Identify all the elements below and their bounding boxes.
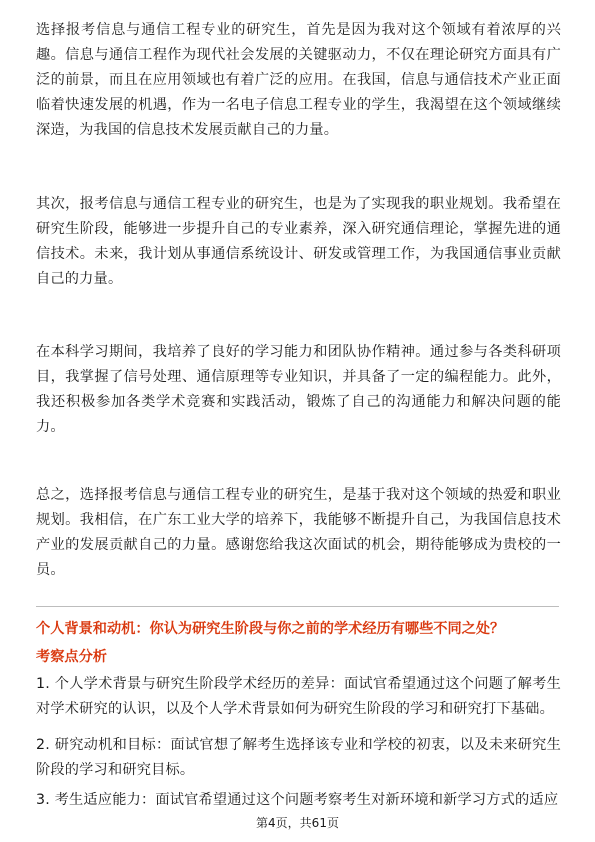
page-number-footer: 第4页，共61页 (256, 816, 339, 830)
paragraph-motivation: 选择报考信息与通信工程专业的研究生，首先是因为我对这个领域有着浓厚的兴趣。信息与通信工程作为现代社会发展的关键驱动力，不仅在理论研究方面具有广泛的前景，而且在应用领域也有着广泛的应用。在我国，信息与通信技术产业正面临着快速发展的机遇，作为一名电子信息工程专业的学生，我渴望在这个领域继续深造，为我国的信息技术发展贡献自己的力量。 (36, 22, 561, 138)
section-divider (36, 606, 559, 607)
paragraph-career-plan: 其次，报考信息与通信工程专业的研究生，也是为了实现我的职业规划。我希望在研究生阶段，能够进一步提升自己的专业素养，深入研究通信理论，掌握先进的通信技术。未来，我计划从事通信系统设计、研发或管理工作，为我国通信事业贡献自己的力量。 (36, 196, 561, 287)
paragraph-conclusion: 总之，选择报考信息与通信工程专业的研究生，是基于我对这个领域的热爱和职业规划。我相信，在广东工业大学的培养下，我能够不断提升自己，为我国信息技术产业的发展贡献自己的力量。感谢您给我这次面试的机会，期待能够成为贵校的一员。 (36, 487, 561, 578)
paragraph-undergrad-experience: 在本科学习期间，我培养了良好的学习能力和团队协作精神。通过参与各类科研项目，我掌握了信号处理、通信原理等专业知识，并具备了一定的编程能力。此外，我还积极参加各类学术竞赛和实践活动，锻炼了自己的沟通能力和解决问题的能力。 (36, 344, 561, 435)
analysis-item-2: 2. 研究动机和目标：面试官想了解考生选择该专业和学校的初衷，以及未来研究生阶段的学习和研究目标。 (36, 737, 561, 778)
interview-question: 个人背景和动机：你认为研究生阶段与你之前的学术经历有哪些不同之处？ (36, 621, 505, 637)
analysis-heading: 考察点分析 (36, 649, 107, 665)
analysis-item-3: 3. 考生适应能力：面试官希望通过这个问题考察考生对新环境和新学习方式的适应 (36, 792, 559, 808)
analysis-item-1: 1. 个人学术背景与研究生阶段学术经历的差异：面试官希望通过这个问题了解考生对学术研究的认识，以及个人学术背景如何为研究生阶段的学习和研究打下基础。 (36, 676, 561, 717)
